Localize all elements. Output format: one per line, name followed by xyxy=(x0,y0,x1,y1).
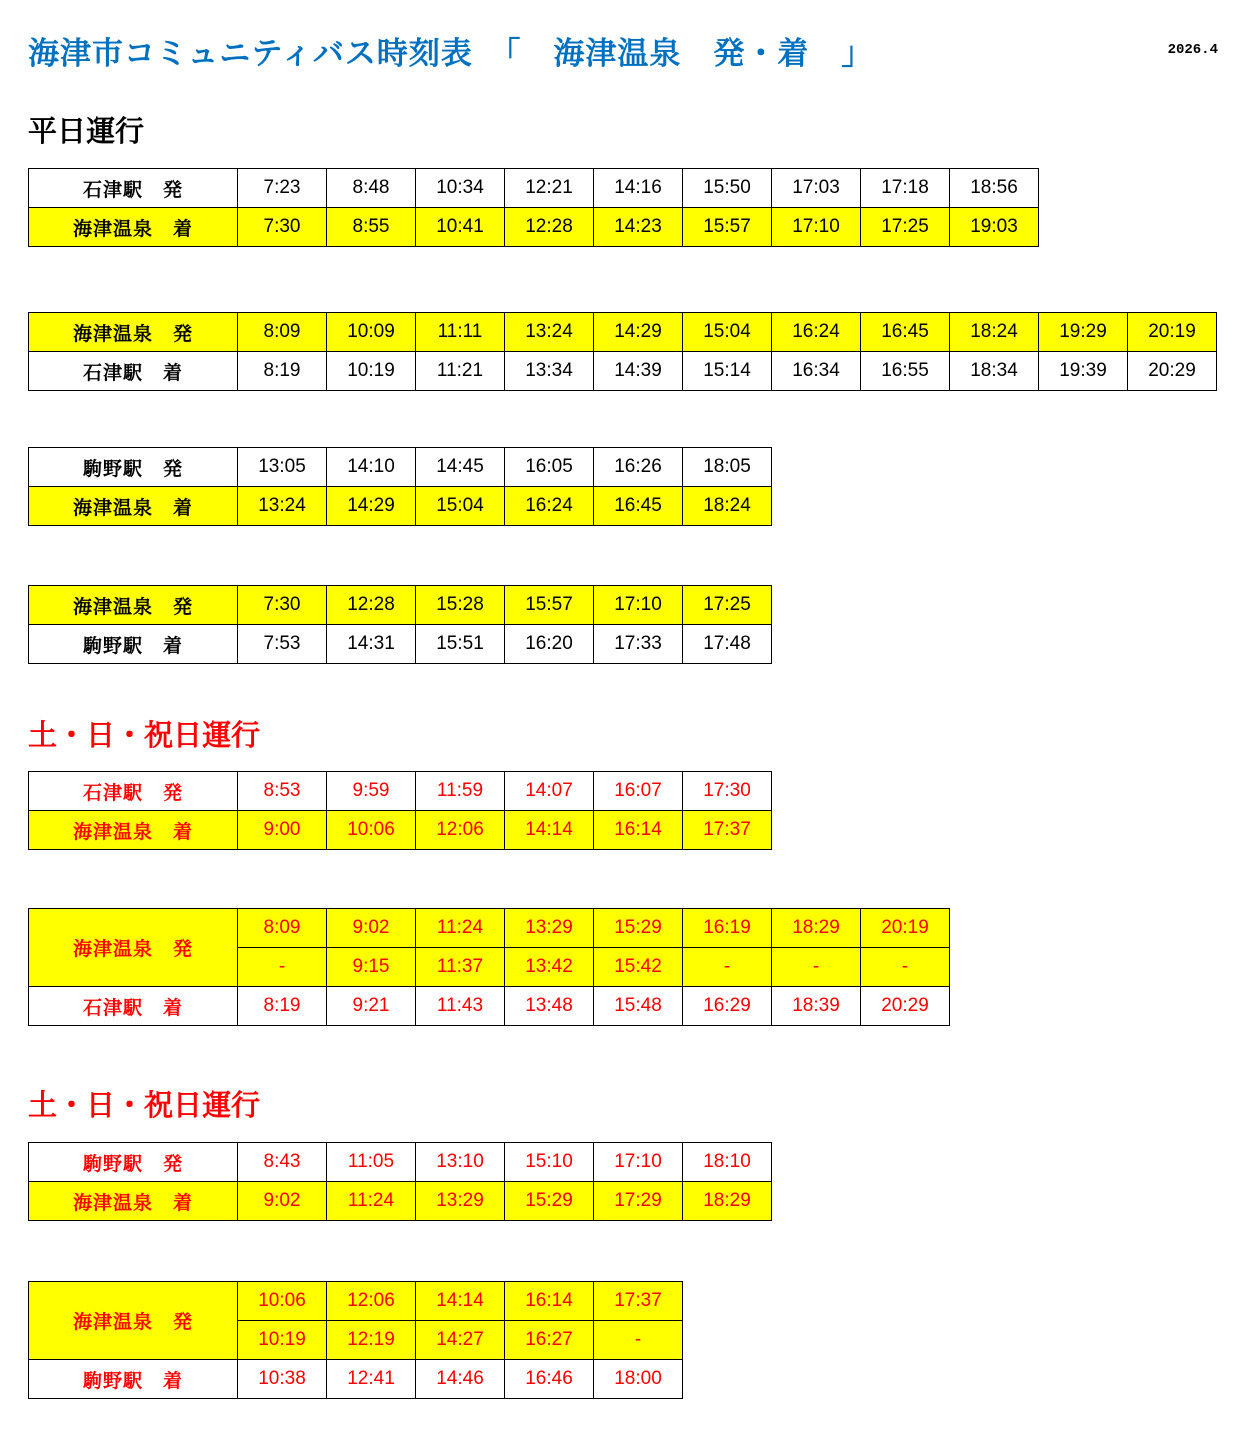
time-cell: 18:05 xyxy=(683,448,772,487)
section-title-weekday: 平日運行 xyxy=(28,116,145,148)
time-cell: 18:29 xyxy=(683,1182,772,1221)
time-cell: 20:19 xyxy=(1128,313,1217,352)
table-weekday-ishizu-to-onsen xyxy=(28,168,1039,247)
time-cell: 15:51 xyxy=(416,625,505,664)
time-cell: 7:53 xyxy=(238,625,327,664)
time-cell: 18:24 xyxy=(683,487,772,526)
time-cell: 16:29 xyxy=(683,987,772,1026)
time-cell: 14:45 xyxy=(416,448,505,487)
time-cell: 17:10 xyxy=(594,586,683,625)
table-weekday-komano-to-onsen xyxy=(28,447,772,526)
time-cell: 17:25 xyxy=(683,586,772,625)
table-weekday-onsen-to-komano xyxy=(28,585,772,664)
time-cell: 12:19 xyxy=(327,1321,416,1360)
time-cell: 11:37 xyxy=(416,948,505,987)
time-cell: 16:26 xyxy=(594,448,683,487)
time-cell: 17:33 xyxy=(594,625,683,664)
row-label: 海津温泉 着 xyxy=(29,487,238,526)
row-label: 駒野駅 発 xyxy=(29,1143,238,1182)
time-cell: 13:24 xyxy=(505,313,594,352)
time-cell: - xyxy=(594,1321,683,1360)
table-holiday-onsen-to-ishizu xyxy=(28,908,950,1026)
row-label: 石津駅 発 xyxy=(29,169,238,208)
time-cell: 15:28 xyxy=(416,586,505,625)
time-cell: 18:00 xyxy=(594,1360,683,1399)
time-cell: 17:10 xyxy=(772,208,861,247)
time-cell: 17:10 xyxy=(594,1143,683,1182)
time-cell: 16:14 xyxy=(594,811,683,850)
time-cell: 11:59 xyxy=(416,772,505,811)
time-cell: 14:27 xyxy=(416,1321,505,1360)
row-label: 駒野駅 発 xyxy=(29,448,238,487)
time-cell: 17:29 xyxy=(594,1182,683,1221)
table-row xyxy=(29,987,950,1026)
table-holiday-ishizu-to-onsen xyxy=(28,771,772,850)
time-cell: 10:34 xyxy=(416,169,505,208)
time-cell: 12:41 xyxy=(327,1360,416,1399)
time-cell: 14:10 xyxy=(327,448,416,487)
time-cell: 15:50 xyxy=(683,169,772,208)
row-label: 海津温泉 着 xyxy=(29,1182,238,1221)
time-cell: - xyxy=(238,948,327,987)
time-cell: 10:41 xyxy=(416,208,505,247)
time-cell: 17:30 xyxy=(683,772,772,811)
time-cell: 8:43 xyxy=(238,1143,327,1182)
time-cell: 17:03 xyxy=(772,169,861,208)
table-row xyxy=(29,1282,683,1321)
row-label: 石津駅 着 xyxy=(29,987,238,1026)
time-cell: 8:09 xyxy=(238,909,327,948)
time-cell: 9:02 xyxy=(327,909,416,948)
time-cell: - xyxy=(683,948,772,987)
time-cell: 18:29 xyxy=(772,909,861,948)
table-row xyxy=(29,313,1217,352)
time-cell: 13:24 xyxy=(238,487,327,526)
time-cell: 14:14 xyxy=(505,811,594,850)
table-row xyxy=(29,811,772,850)
section-title-holiday-1: 土・日・祝日運行 xyxy=(28,720,261,752)
time-cell: 17:18 xyxy=(861,169,950,208)
section-title-holiday-2: 土・日・祝日運行 xyxy=(28,1090,261,1122)
time-cell: 11:11 xyxy=(416,313,505,352)
table-row xyxy=(29,208,1039,247)
time-cell: 11:43 xyxy=(416,987,505,1026)
time-cell: 8:48 xyxy=(327,169,416,208)
time-cell: - xyxy=(861,948,950,987)
table-row xyxy=(29,352,1217,391)
page-header xyxy=(28,28,1218,76)
time-cell: 8:53 xyxy=(238,772,327,811)
time-cell: 15:57 xyxy=(683,208,772,247)
time-cell: 14:14 xyxy=(416,1282,505,1321)
time-cell: 15:04 xyxy=(683,313,772,352)
time-cell: 11:24 xyxy=(416,909,505,948)
time-cell: 14:29 xyxy=(594,313,683,352)
page-title: 海津市コミュニティバス時刻表 「 海津温泉 発・着 」 xyxy=(28,36,874,71)
time-cell: 12:28 xyxy=(505,208,594,247)
time-cell: 13:48 xyxy=(505,987,594,1026)
table-weekday-onsen-to-ishizu xyxy=(28,312,1217,391)
table-row xyxy=(29,772,772,811)
time-cell: 17:25 xyxy=(861,208,950,247)
time-cell: 14:16 xyxy=(594,169,683,208)
time-cell: 12:06 xyxy=(416,811,505,850)
table-row xyxy=(29,1360,683,1399)
time-cell: 12:06 xyxy=(327,1282,416,1321)
table-row xyxy=(29,625,772,664)
time-cell: 16:20 xyxy=(505,625,594,664)
table-holiday-komano-to-onsen xyxy=(28,1142,772,1221)
time-cell: 7:30 xyxy=(238,586,327,625)
time-cell: 15:10 xyxy=(505,1143,594,1182)
time-cell: 9:15 xyxy=(327,948,416,987)
time-cell: 9:59 xyxy=(327,772,416,811)
time-cell: 13:29 xyxy=(416,1182,505,1221)
time-cell: 16:19 xyxy=(683,909,772,948)
time-cell: 18:39 xyxy=(772,987,861,1026)
row-label: 海津温泉 着 xyxy=(29,811,238,850)
time-cell: 16:55 xyxy=(861,352,950,391)
row-label: 石津駅 発 xyxy=(29,772,238,811)
time-cell: 8:19 xyxy=(238,987,327,1026)
time-cell: 20:19 xyxy=(861,909,950,948)
time-cell: 10:19 xyxy=(238,1321,327,1360)
time-cell: 14:29 xyxy=(327,487,416,526)
row-label: 海津温泉 発 xyxy=(29,313,238,352)
time-cell: 15:29 xyxy=(594,909,683,948)
row-label: 石津駅 着 xyxy=(29,352,238,391)
time-cell: 16:27 xyxy=(505,1321,594,1360)
time-cell: 16:45 xyxy=(594,487,683,526)
time-cell: 12:21 xyxy=(505,169,594,208)
time-cell: 19:29 xyxy=(1039,313,1128,352)
time-cell: 13:34 xyxy=(505,352,594,391)
time-cell: 16:07 xyxy=(594,772,683,811)
time-cell: 15:57 xyxy=(505,586,594,625)
table-row xyxy=(29,586,772,625)
time-cell: 13:42 xyxy=(505,948,594,987)
time-cell: 13:05 xyxy=(238,448,327,487)
time-cell: 15:42 xyxy=(594,948,683,987)
time-cell: 13:10 xyxy=(416,1143,505,1182)
row-label: 海津温泉 発 xyxy=(29,1282,238,1360)
time-cell: 16:45 xyxy=(861,313,950,352)
time-cell: 7:30 xyxy=(238,208,327,247)
time-cell: 11:24 xyxy=(327,1182,416,1221)
time-cell: 14:23 xyxy=(594,208,683,247)
time-cell: 8:55 xyxy=(327,208,416,247)
table-row xyxy=(29,448,772,487)
time-cell: 16:34 xyxy=(772,352,861,391)
time-cell: 10:38 xyxy=(238,1360,327,1399)
time-cell: 9:21 xyxy=(327,987,416,1026)
time-cell: 10:06 xyxy=(327,811,416,850)
time-cell: 15:48 xyxy=(594,987,683,1026)
time-cell: 15:04 xyxy=(416,487,505,526)
row-label: 駒野駅 着 xyxy=(29,1360,238,1399)
time-cell: 18:10 xyxy=(683,1143,772,1182)
time-cell: 17:48 xyxy=(683,625,772,664)
table-row xyxy=(29,169,1039,208)
time-cell: 14:07 xyxy=(505,772,594,811)
table-holiday-onsen-to-komano xyxy=(28,1281,683,1399)
time-cell: 20:29 xyxy=(1128,352,1217,391)
time-cell: 8:09 xyxy=(238,313,327,352)
time-cell: 10:06 xyxy=(238,1282,327,1321)
row-label: 海津温泉 着 xyxy=(29,208,238,247)
time-cell: 14:31 xyxy=(327,625,416,664)
time-cell: 20:29 xyxy=(861,987,950,1026)
time-cell: 18:24 xyxy=(950,313,1039,352)
time-cell: 19:39 xyxy=(1039,352,1128,391)
time-cell: 8:19 xyxy=(238,352,327,391)
issue-date: 2026.4 xyxy=(1167,42,1218,58)
time-cell: 13:29 xyxy=(505,909,594,948)
time-cell: 18:56 xyxy=(950,169,1039,208)
time-cell: 15:14 xyxy=(683,352,772,391)
table-row xyxy=(29,1182,772,1221)
time-cell: 17:37 xyxy=(594,1282,683,1321)
time-cell: 18:34 xyxy=(950,352,1039,391)
time-cell: 14:46 xyxy=(416,1360,505,1399)
time-cell: 11:05 xyxy=(327,1143,416,1182)
time-cell: 15:29 xyxy=(505,1182,594,1221)
time-cell: 9:00 xyxy=(238,811,327,850)
table-row xyxy=(29,1143,772,1182)
time-cell: 16:24 xyxy=(505,487,594,526)
row-label: 海津温泉 発 xyxy=(29,909,238,987)
time-cell: 9:02 xyxy=(238,1182,327,1221)
table-row xyxy=(29,909,950,948)
time-cell: 19:03 xyxy=(950,208,1039,247)
time-cell: 17:37 xyxy=(683,811,772,850)
time-cell: 16:14 xyxy=(505,1282,594,1321)
time-cell: 14:39 xyxy=(594,352,683,391)
time-cell: 7:23 xyxy=(238,169,327,208)
time-cell: 16:46 xyxy=(505,1360,594,1399)
row-label: 駒野駅 着 xyxy=(29,625,238,664)
time-cell: 16:05 xyxy=(505,448,594,487)
time-cell: - xyxy=(772,948,861,987)
table-row xyxy=(29,487,772,526)
row-label: 海津温泉 発 xyxy=(29,586,238,625)
time-cell: 10:19 xyxy=(327,352,416,391)
time-cell: 16:24 xyxy=(772,313,861,352)
time-cell: 11:21 xyxy=(416,352,505,391)
time-cell: 12:28 xyxy=(327,586,416,625)
time-cell: 10:09 xyxy=(327,313,416,352)
